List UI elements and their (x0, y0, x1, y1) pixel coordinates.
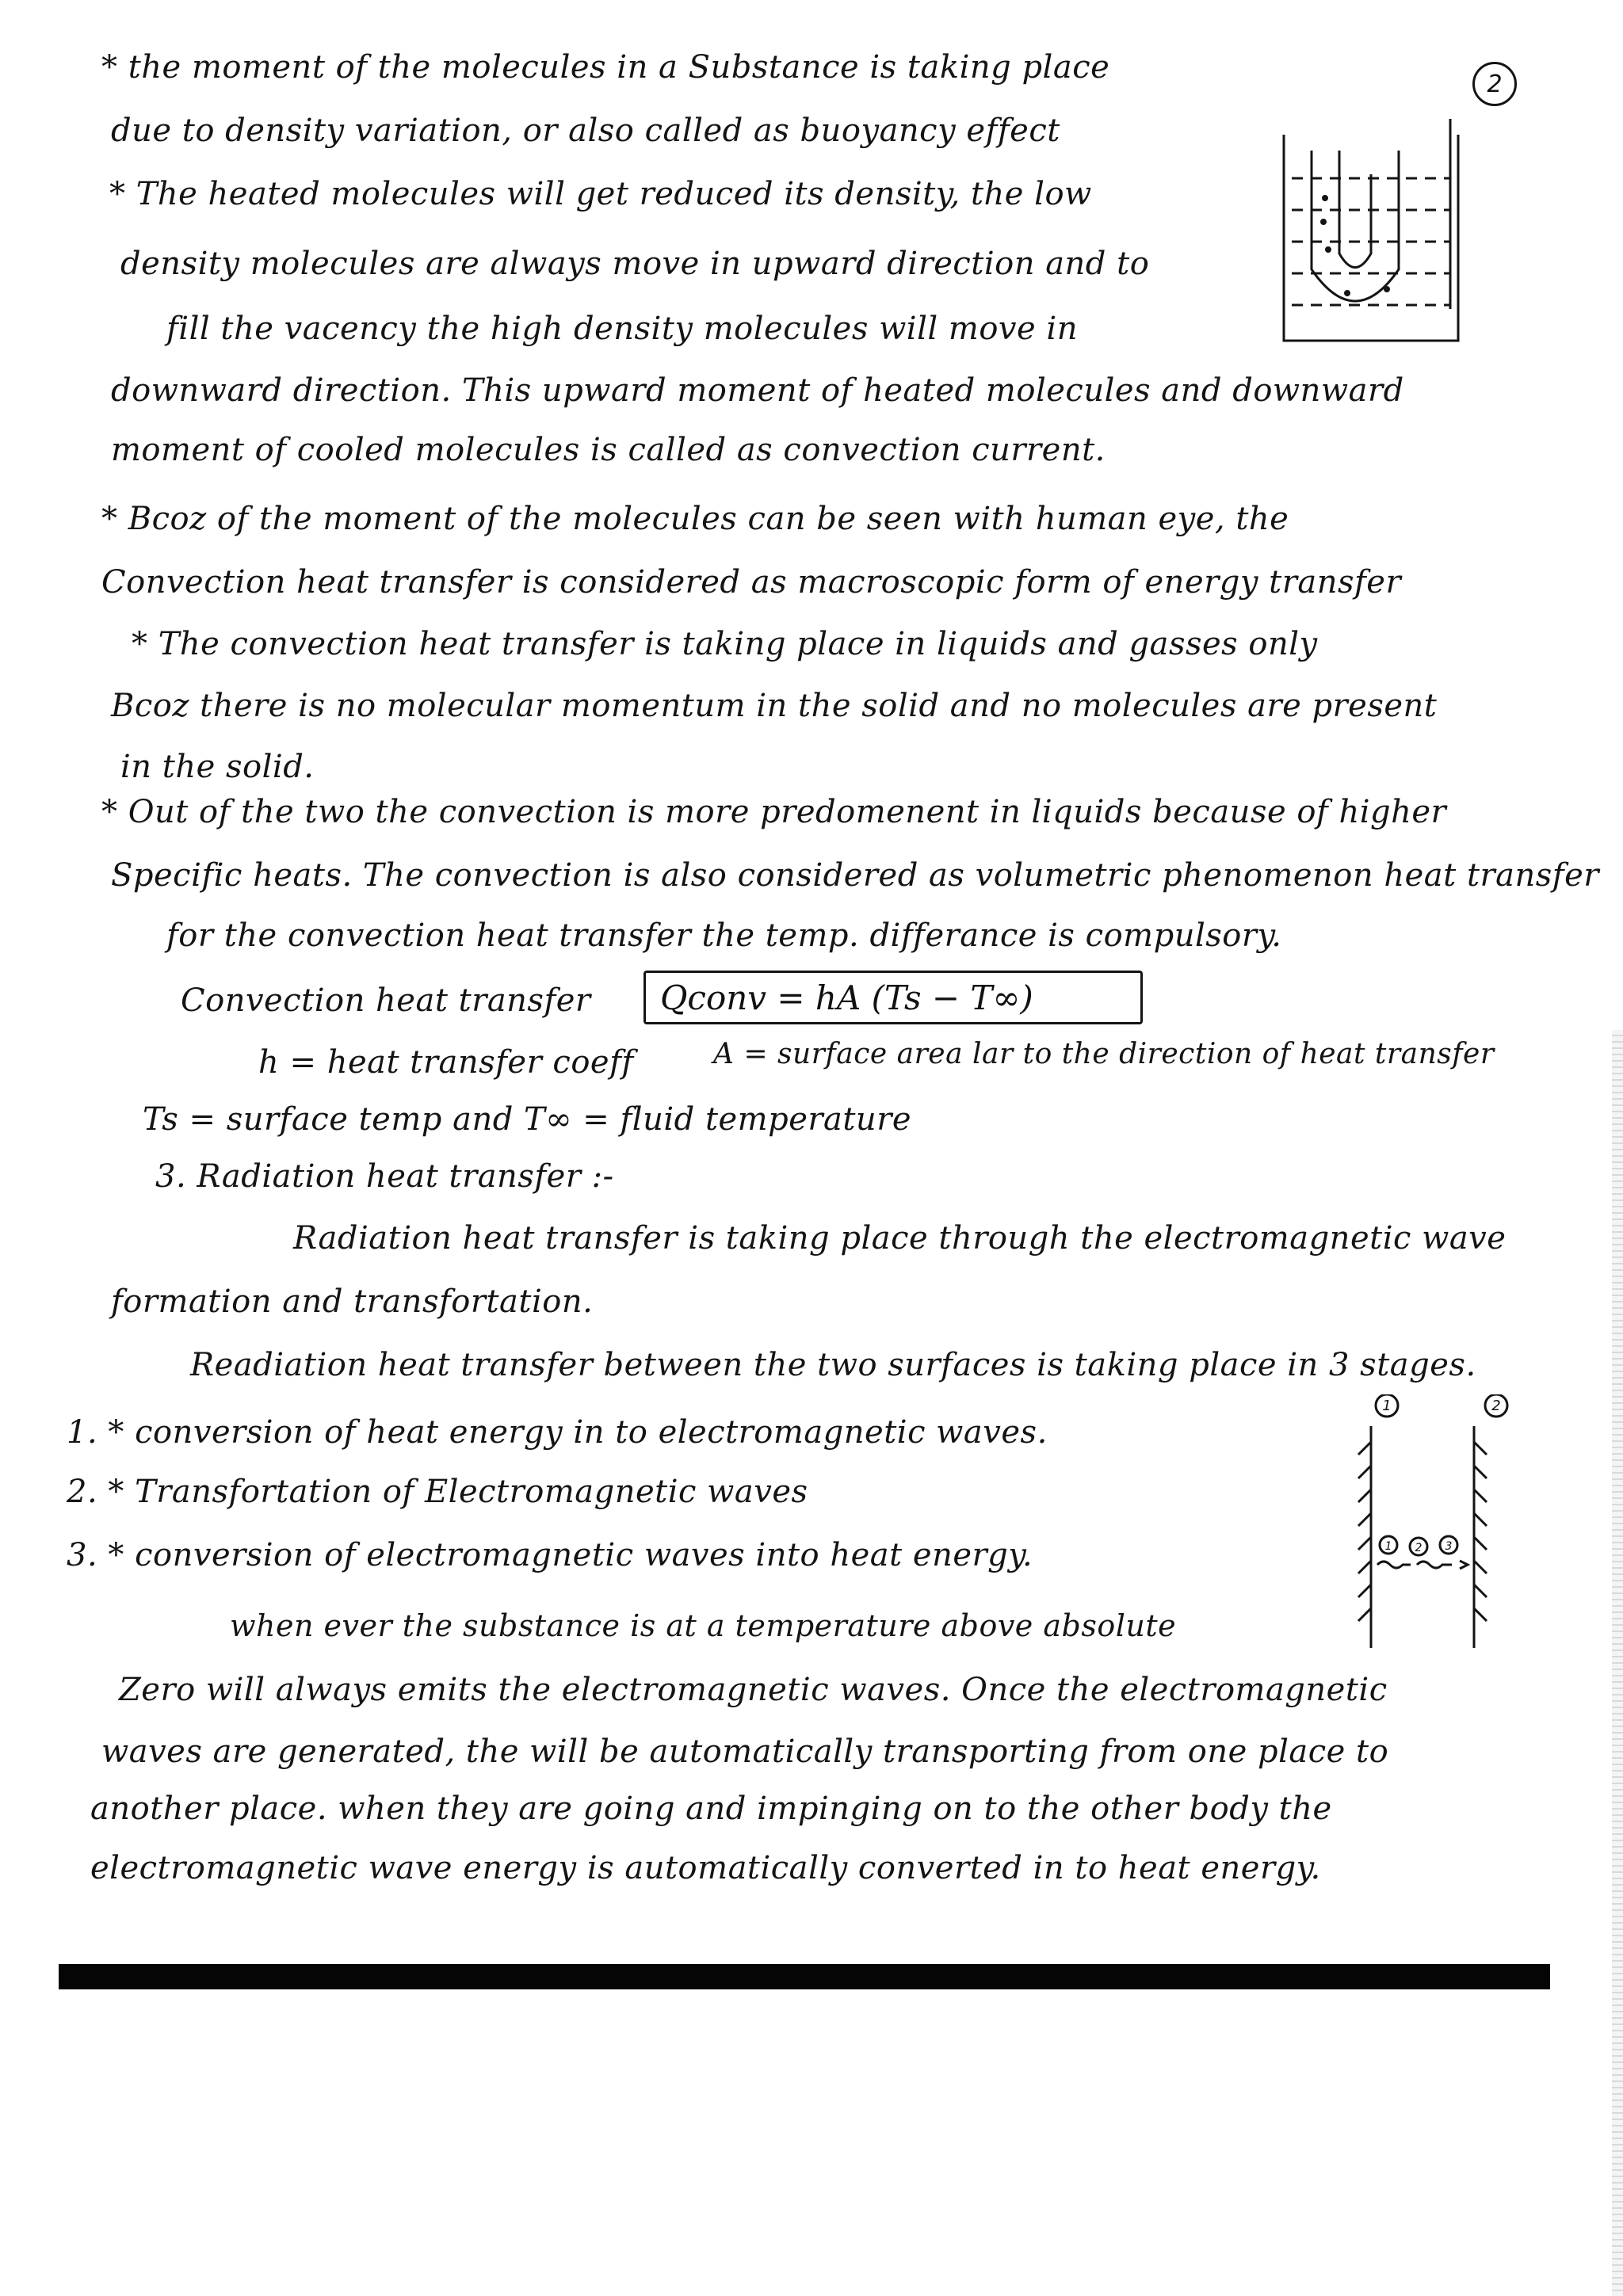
page-number: 2 (1472, 62, 1517, 106)
text-line-14: Specific heats. The convection is also considered as volumetric phenomenon heat transfer (111, 857, 1599, 894)
text-line-1: * the moment of the molecules in a Substance is taking place (101, 49, 1110, 86)
convection-formula-box (643, 971, 1143, 1024)
convection-formula: Qconv = hA (Ts − T∞) (660, 978, 1033, 1017)
text-line-18: A = surface area lar to the direction of heat transfer (713, 1038, 1495, 1070)
stage-label-3: 3 (1445, 1540, 1453, 1553)
stage-item-1: 1. * conversion of heat energy in to electromagnetic waves. (67, 1414, 1048, 1451)
text-line-8: * Bcoz of the moment of the molecules can be seen with human eye, the (101, 501, 1289, 537)
scan-edge (1612, 1030, 1623, 2296)
text-line-3: * The heated molecules will get reduced its density, the low (109, 176, 1092, 212)
text-line-23: Readiation heat transfer between the two surfaces is taking place in 3 stages. (190, 1347, 1476, 1383)
text-line-19: Ts = surface temp and T∞ = fluid temperature (143, 1101, 911, 1138)
text-line-9: Convection heat transfer is considered as macroscopic form of energy transfer (101, 564, 1402, 601)
stage-item-2: 2. * Transfortation of Electromagnetic waves (67, 1474, 808, 1510)
text-line-7: moment of cooled molecules is called as convection current. (111, 432, 1106, 468)
surface-label-1: 1 (1382, 1398, 1392, 1414)
section-heading-radiation: 3. Radiation heat transfer :- (155, 1158, 614, 1195)
text-line-6: downward direction. This upward moment of heated molecules and downward (111, 372, 1404, 409)
text-line-15: for the convection heat transfer the temp. differance is compulsory. (166, 917, 1282, 954)
text-line-30: another place. when they are going and impinging on to the other body the (90, 1791, 1332, 1827)
stage-label-2: 2 (1415, 1542, 1423, 1554)
convection-loop (1312, 151, 1399, 301)
text-line-10: * The convection heat transfer is taking place in liquids and gasses only (132, 626, 1318, 662)
text-line-16: Convection heat transfer (181, 982, 591, 1019)
radiation-surfaces-figure (1339, 1394, 1514, 1656)
text-line-12: in the solid. (120, 749, 315, 785)
text-line-29: waves are generated, the will be automatically transporting from one place to (101, 1733, 1389, 1770)
text-line-13: * Out of the two the convection is more predomenent in liquids because of higher (101, 794, 1447, 830)
bottom-rule (59, 1964, 1550, 1989)
convection-beaker-figure (1268, 103, 1474, 349)
text-line-2: due to density variation, or also called as buoyancy effect (111, 113, 1060, 149)
text-line-31: electromagnetic wave energy is automatically converted in to heat energy. (90, 1850, 1321, 1886)
stage-label-1: 1 (1384, 1540, 1392, 1553)
text-line-28: Zero will always emits the electromagnetic waves. Once the electromagnetic (119, 1672, 1388, 1708)
stage-item-3: 3. * conversion of electromagnetic waves into heat energy. (67, 1537, 1033, 1573)
text-line-17: h = heat transfer coeff (258, 1044, 634, 1081)
text-line-27: when ever the substance is at a temperature above absolute (230, 1608, 1177, 1643)
text-line-4: density molecules are always move in upward direction and to (120, 246, 1150, 282)
surface-label-2: 2 (1491, 1398, 1501, 1414)
text-line-21: Radiation heat transfer is taking place through the electromagnetic wave (293, 1220, 1507, 1257)
text-line-5: fill the vacency the high density molecules will move in (166, 311, 1078, 347)
text-line-22: formation and transfortation. (111, 1283, 594, 1320)
text-line-11: Bcoz there is no molecular momentum in the solid and no molecules are present (111, 688, 1438, 724)
